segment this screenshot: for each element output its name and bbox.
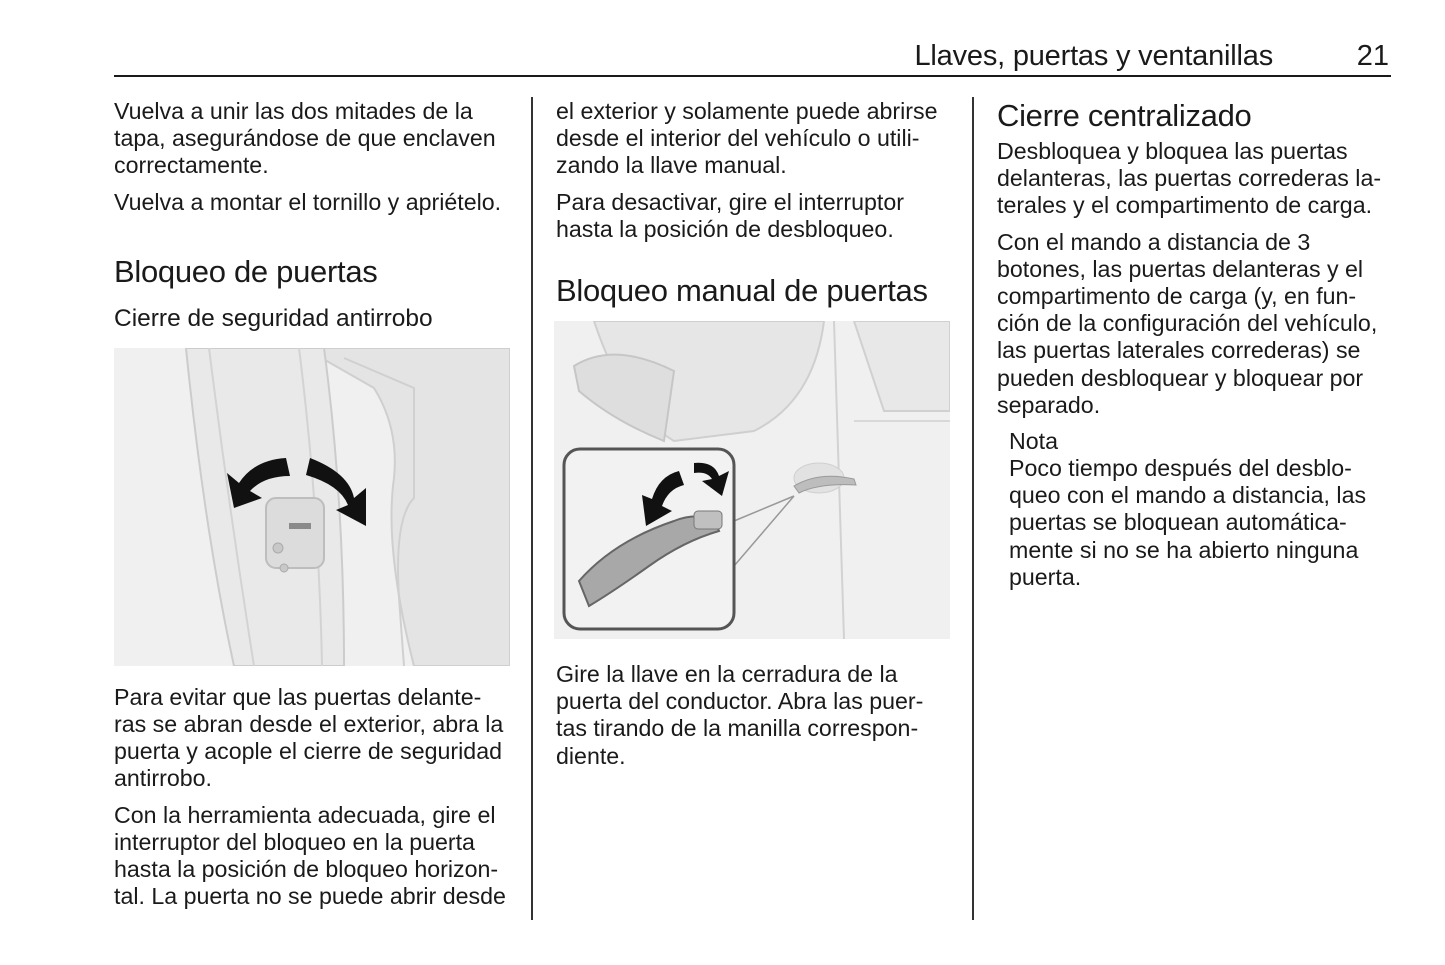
subheading-cierre-seguridad: Cierre de seguridad antirrobo [114, 304, 433, 332]
paragraph-prevent-opening: Para evitar que las puertas delante- ras se abran desde el exterior, abra la puerta y acople el cierre de seguridad antirrobo. [114, 683, 504, 792]
note-box [1009, 428, 1397, 591]
section-title: Llaves, puertas y ventanillas [914, 40, 1273, 72]
paragraph-remote-3-buttons: Con el mando a distancia de 3 botones, las puertas delanteras y el compartimento de carga (y, en fun- ción de la configuración del vehículo, las puertas laterales correderas) se pueden desbloquear y bloquear por separado. [997, 228, 1378, 418]
heading-cierre-centralizado: Cierre centralizado [997, 98, 1252, 133]
note-text: Poco tiempo después del desblo- queo con el mando a distancia, las puertas se bloquean automática- mente si no se ha abierto ninguna puerta. [1009, 455, 1367, 590]
paragraph-tool-instructions: Con la herramienta adecuada, gire el interruptor del bloqueo en la puerta hasta la posición de bloqueo horizon- tal. La puerta no se puede abrir desde [114, 801, 506, 910]
page-number: 21 [1356, 40, 1389, 72]
door-lock-switch-figure [114, 348, 510, 666]
column-2 [556, 98, 956, 779]
heading-bloqueo-puertas: Bloqueo de puertas [114, 253, 378, 289]
column-divider-2 [972, 97, 974, 920]
paragraph-reassemble-cover: Vuelva a unir las dos mitades de la tapa, asegurándose de que enclaven correctamente. [114, 98, 496, 179]
heading-bloqueo-manual: Bloqueo manual de puertas [556, 273, 928, 309]
paragraph-refit-screw: Vuelva a montar el tornillo y apriételo. [114, 188, 502, 215]
note-title: Nota [1009, 428, 1058, 455]
column-1 [114, 98, 514, 919]
paragraph-turn-key: Gire la llave en la cerradura de la puerta del conductor. Abra las puer- tas tirando de la manilla correspon- diente. [556, 661, 924, 769]
paragraph-open-from-inside: el exterior y solamente puede abrirse desde el interior del vehículo o utili- zando la llave manual. [556, 98, 938, 179]
column-3 [997, 98, 1397, 600]
door-handle-key-figure [554, 321, 950, 639]
header-rule [114, 75, 1391, 77]
paragraph-deactivate: Para desactivar, gire el interruptor hasta la posición de desbloqueo. [556, 188, 904, 242]
column-divider-1 [531, 97, 533, 920]
paragraph-central-locking: Desbloquea y bloquea las puertas delanteras, las puertas correderas la- terales y el compartimento de carga. [997, 138, 1382, 219]
